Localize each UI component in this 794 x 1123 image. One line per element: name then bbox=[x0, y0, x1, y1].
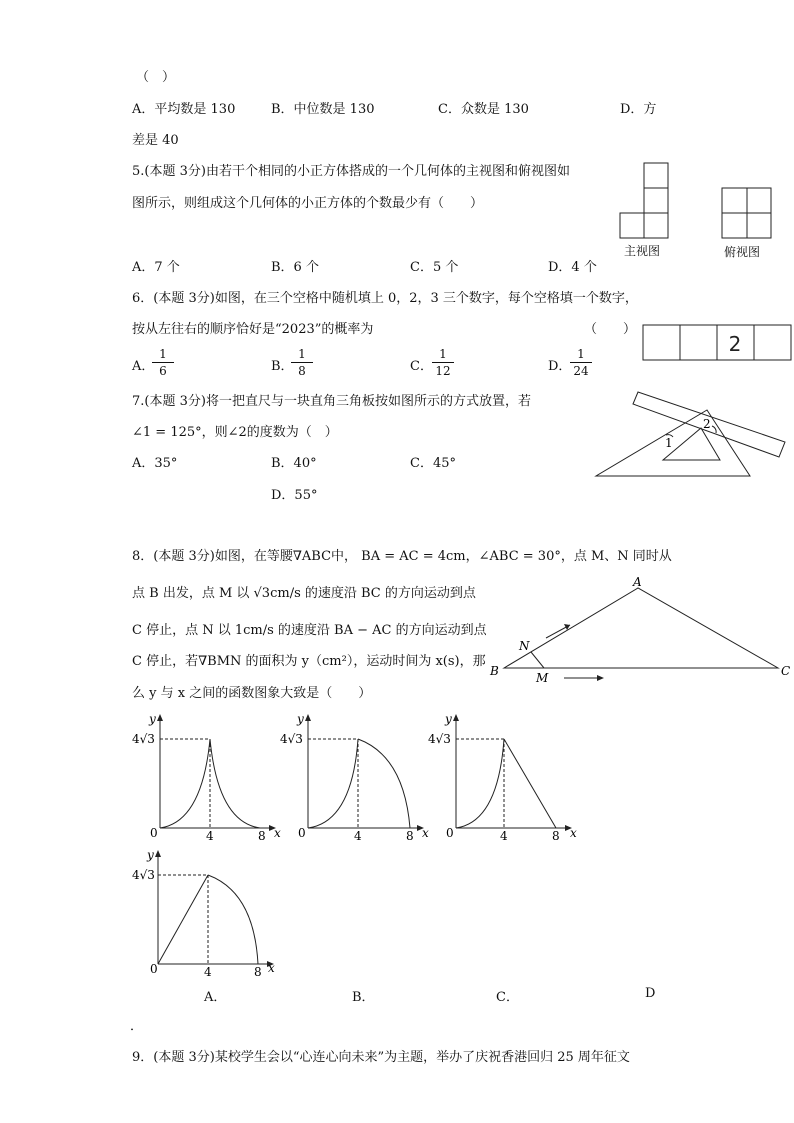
fraction-numerator: 1 bbox=[291, 346, 313, 363]
q4-option-a: A．平均数是 130 bbox=[132, 102, 236, 117]
q7-option-b: B．40° bbox=[271, 456, 317, 471]
q8-option-d: D bbox=[645, 986, 656, 1001]
q6-option-b-fraction bbox=[291, 346, 313, 379]
q4-option-c: C．众数是 130 bbox=[438, 102, 529, 117]
graph-ymax-label: 4√3 bbox=[280, 732, 303, 746]
q8-graph-a bbox=[132, 712, 282, 844]
q7-option-d: D．55° bbox=[271, 488, 318, 503]
graph-tick-8: 8 bbox=[552, 829, 560, 843]
fraction-denominator: 12 bbox=[435, 364, 451, 378]
graph-tick-4: 4 bbox=[500, 829, 508, 843]
graph-tick-4: 4 bbox=[206, 829, 214, 843]
q8-stem-line2: 点 B 出发，点 M 以 √3cm/s 的速度沿 BC 的方向运动到点 bbox=[132, 586, 476, 601]
graph-origin-label: 0 bbox=[150, 826, 158, 840]
q6-box-digit: 2 bbox=[728, 332, 742, 356]
graph-tick-4: 4 bbox=[204, 965, 212, 979]
q8-stem-line3: C 停止，点 N 以 1cm/s 的速度沿 BA − AC 的方向运动到点 bbox=[132, 623, 487, 638]
graph-origin-label: 0 bbox=[150, 962, 158, 976]
q6-boxes bbox=[642, 324, 792, 362]
q8-point-c: C bbox=[781, 664, 791, 678]
q8-option-c: C． bbox=[496, 990, 519, 1005]
q8-stem-line5: 么 y 与 x 之间的函数图象大致是（ ） bbox=[132, 686, 372, 701]
q7-stem-line2: ∠1 = 125°，则∠2的度数为（ ） bbox=[132, 425, 338, 440]
graph-ymax-label: 4√3 bbox=[132, 732, 155, 746]
q6-option-a-fraction bbox=[152, 346, 174, 379]
fraction-denominator: 24 bbox=[573, 364, 589, 378]
q8-point-n: N bbox=[519, 639, 530, 653]
q4-option-d: D．方 bbox=[620, 102, 657, 117]
q7-stem-line1: 7.(本题 3分)将一把直尺与一块直角三角板按如图所示的方式放置，若 bbox=[132, 394, 531, 409]
graph-x-label: x bbox=[268, 961, 275, 975]
q8-graph-b bbox=[280, 712, 430, 844]
q5-option-c: C．5 个 bbox=[410, 260, 459, 275]
q8-graph-c bbox=[428, 712, 578, 844]
q7-angle-1: 1 bbox=[665, 436, 673, 450]
q5-option-b: B．6 个 bbox=[271, 260, 319, 275]
graph-ymax-label: 4√3 bbox=[132, 868, 155, 882]
graph-tick-8: 8 bbox=[254, 965, 262, 979]
q8-stem-line4: C 停止，若∇BMN 的面积为 y（cm²），运动时间为 x(s)，那 bbox=[132, 654, 486, 669]
graph-tick-8: 8 bbox=[406, 829, 414, 843]
q5-option-d: D．4 个 bbox=[548, 260, 597, 275]
graph-ymax-label: 4√3 bbox=[428, 732, 451, 746]
q5-stem-line2: 图所示，则组成这个几何体的小正方体的个数最少有（ ） bbox=[132, 196, 484, 211]
fraction-numerator: 1 bbox=[152, 346, 174, 363]
q8-stem-line1: 8．(本题 3分)如图，在等腰∇ABC中， BA = AC = 4cm，∠ABC = 30°，点 M、N 同时从 bbox=[132, 549, 672, 564]
q8-option-b: B． bbox=[352, 990, 375, 1005]
q7-option-c: C．45° bbox=[410, 456, 456, 471]
q6-option-d-letter: D． bbox=[548, 359, 572, 374]
q8-trailing-dot: ． bbox=[130, 1019, 144, 1034]
graph-x-label: x bbox=[422, 826, 429, 840]
graph-y-label: y bbox=[445, 712, 452, 726]
q6-stem-line1: 6．(本题 3分)如图，在三个空格中随机填上 0，2，3 三个数字，每个空格填一个数字， bbox=[132, 291, 638, 306]
graph-tick-8: 8 bbox=[258, 829, 266, 843]
q8-point-b: B bbox=[490, 664, 499, 678]
q7-ruler-triangle-figure bbox=[595, 398, 794, 480]
q5-stem-line1: 5.(本题 3分)由若干个相同的小正方体搭成的一个几何体的主视图和俯视图如 bbox=[132, 164, 570, 179]
graph-y-label: y bbox=[297, 712, 304, 726]
fraction-numerator: 1 bbox=[570, 346, 592, 363]
q8-triangle-figure bbox=[486, 574, 794, 684]
graph-y-label: y bbox=[149, 712, 156, 726]
q6-option-d-fraction bbox=[570, 346, 592, 379]
graph-x-label: x bbox=[570, 826, 577, 840]
fraction-numerator: 1 bbox=[432, 346, 454, 363]
q8-triangle-abc bbox=[504, 588, 778, 668]
q4-option-d-cont: 差是 40 bbox=[132, 133, 179, 148]
q5-top-view bbox=[721, 187, 773, 241]
q6-option-a-letter: A． bbox=[132, 359, 155, 374]
q8-graph-d bbox=[132, 848, 282, 980]
q7-option-a: A．35° bbox=[132, 456, 178, 471]
graph-y-label: y bbox=[147, 848, 154, 862]
q7-angle-2: 2 bbox=[703, 417, 711, 431]
graph-x-label: x bbox=[274, 826, 281, 840]
fraction-denominator: 8 bbox=[298, 364, 306, 378]
q5-front-view bbox=[619, 162, 671, 240]
graph-origin-label: 0 bbox=[446, 826, 454, 840]
q7-triangle-outer bbox=[596, 410, 750, 476]
q5-option-a: A．7 个 bbox=[132, 260, 180, 275]
q4-option-b: B．中位数是 130 bbox=[271, 102, 375, 117]
q5-top-label: 俯视图 bbox=[724, 245, 761, 259]
q5-front-label: 主视图 bbox=[624, 244, 661, 258]
q6-paren: （ ） bbox=[584, 322, 637, 337]
q8-point-a: A bbox=[633, 575, 642, 589]
q6-option-b-letter: B． bbox=[271, 359, 294, 374]
q6-option-c-letter: C． bbox=[410, 359, 433, 374]
q4-paren: （ ） bbox=[136, 70, 176, 85]
q6-stem-line2: 按从左往右的顺序恰好是“2023”的概率为 bbox=[132, 322, 374, 337]
q8-segment-mn bbox=[531, 652, 544, 668]
fraction-denominator: 6 bbox=[159, 364, 167, 378]
q6-option-c-fraction bbox=[432, 346, 454, 379]
graph-tick-4: 4 bbox=[354, 829, 362, 843]
q8-point-m: M bbox=[536, 671, 549, 685]
q8-option-a: A． bbox=[204, 990, 227, 1005]
graph-origin-label: 0 bbox=[298, 826, 306, 840]
q9-stem-line1: 9．(本题 3分)某校学生会以“心连心向未来”为主题，举办了庆祝香港回归 25 周年征文 bbox=[132, 1050, 630, 1065]
